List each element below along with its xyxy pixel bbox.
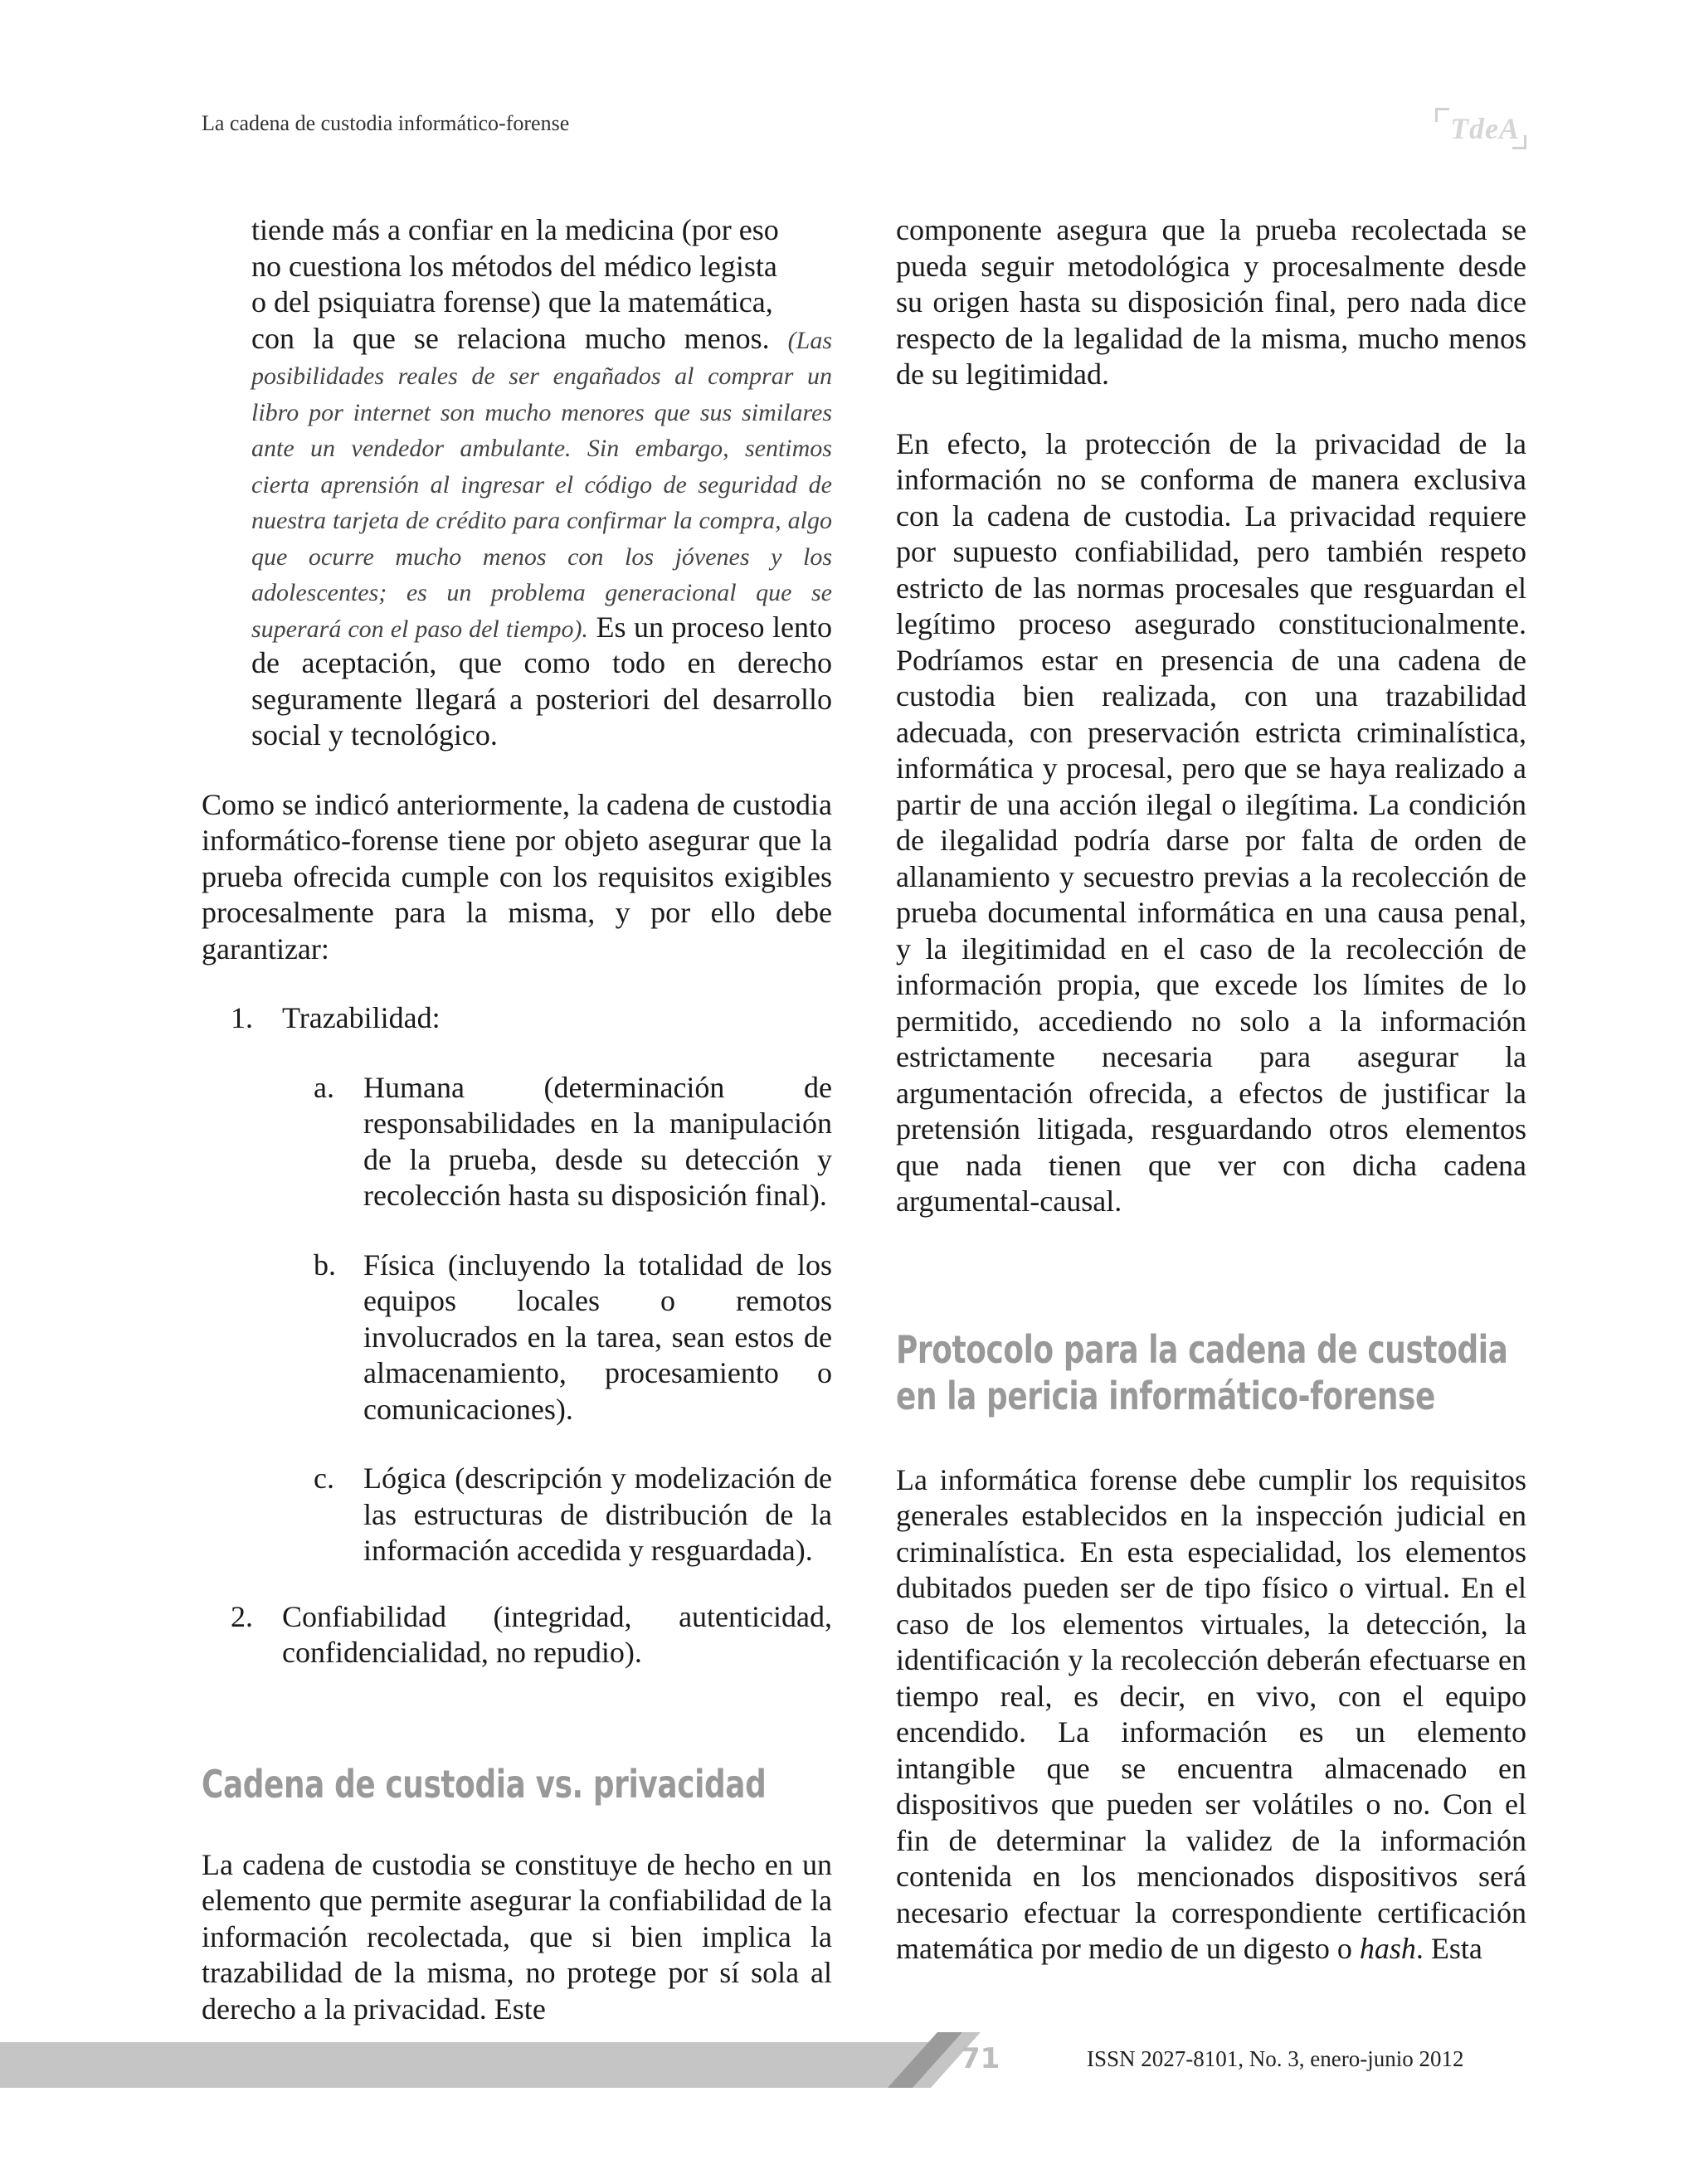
para1-tail: con la que se relaciona mucho menos.: [251, 321, 770, 355]
logo-text: TdeA: [1450, 112, 1520, 145]
list-number: 2.: [231, 1599, 253, 1633]
page-number: 71: [961, 2042, 1000, 2075]
running-title: La cadena de custodia informático-forense: [202, 111, 570, 135]
protocol-end: . Esta: [1415, 1932, 1482, 1965]
paragraph-privacy: La cadena de custodia se constituye de hecho en un elemento que permite asegurar la confiabilidad de la información recolectada, que si bien implica la trazabilidad de la misma, no protege por sí sola al derecho a la privacidad. Este: [202, 1847, 832, 2026]
sublist-letter: c.: [314, 1462, 334, 1495]
protocol-text: La informática forense debe cumplir los requisitos generales establecidos en la inspección judicial en criminalística. En esta especialidad, los elementos dubitados pueden ser de tipo físico o virtual. En el caso de los elementos virtuales, la detección, la identificación y la recolección deberán efectuarse en tiempo real, es decir, en vivo, con el equipo encendido. La información es un elemento intangible que se encuentra almacenado en dispositivos que pueden ser volátiles o no. Con el fin de determinar la validez de la información contenida en los mencionados dispositivos será necesario efectuar la correspondiente certificación matemática por medio de un digesto o: [896, 1462, 1526, 1965]
section-heading-protocol: Protocolo para la cadena de custodia en la pericia informático-forense: [896, 1326, 1508, 1418]
sublist-text: Física (incluyendo la totalidad de los equipos locales o remotos involucrados en la tarea, sean estos de almacenamiento, procesamiento o comunicaciones).: [363, 1248, 832, 1426]
para1-end: Es un proceso lento de aceptación, que como todo en derecho seguramente llegará a posteriori del desarrollo social y tecnológico.: [251, 610, 832, 752]
italic-aside: (Las posibilidades reales de ser engañados al comprar un libro por internet son mucho menores que sus similares ante un vendedor ambulante. Sin embargo, sentimos cierta aprensión al ingresar el código de seguridad de nuestra tarjeta de crédito para confirmar la compra, algo que ocurre mucho menos con los jóvenes y los adolescentes; es un problema generacional que se superará con el paso del tiempo).: [251, 326, 832, 643]
sublist-letter: a.: [314, 1070, 334, 1104]
hash-term: hash: [1359, 1932, 1416, 1965]
paragraph-continued: componente asegura que la prueba recolectada se pueda seguir metodológica y procesalmente desde su origen hasta su disposición final, pero nada dice respecto de la legalidad de la misma, mucho menos de su legitimidad.: [896, 213, 1526, 391]
list-item-text: Trazabilidad:: [282, 1001, 441, 1034]
sublist-letter: b.: [314, 1248, 336, 1282]
list-item-text: Confiabilidad (integridad, autenticidad, confidencialidad, no repudio).: [282, 1599, 832, 1669]
para1-line-1: tiende más a confiar en la medicina (por eso: [251, 213, 779, 246]
issn-info: ISSN 2027-8101, No. 3, enero-junio 2012: [1087, 2046, 1464, 2071]
para1-line-3: o del psiquiatra forense) que la matemática,: [251, 285, 773, 319]
paragraph-privacy-effect: En efecto, la protección de la privacidad de la información no se conforma de manera exclusiva con la cadena de custodia. La privacidad requiere por supuesto confiabilidad, pero también respeto estricto de las normas procesales que resguardan el legítimo proceso asegurado constitucionalmente. Podríamos estar en presencia de una cadena de custodia bien realizada, con una trazabilidad adecuada, con preservación estricta criminalística, informática y procesal, pero que se haya realizado a partir de una acción ilegal o ilegítima. La condición de ilegalidad podría darse por falta de orden de allanamiento y secuestro previas a la recolección de prueba documental informática en una causa penal, y la ilegitimidad en el caso de la recolección de información propia, que excede los límites de lo permitido, accediendo no solo a la información estrictamente necesaria para asegurar la argumentación ofrecida, a efectos de justificar la pretensión litigada, resguardando otros elementos que nada tienen que ver con dicha cadena argumental-causal.: [896, 426, 1526, 1218]
paragraph-objective: Como se indicó anteriormente, la cadena de custodia informático-forense tiene por objeto asegurar que la prueba ofrecida cumple con los requisitos exigibles procesalmente para la misma, y por ello debe garantizar:: [202, 787, 832, 966]
sublist-text: Humana (determinación de responsabilidades en la manipulación de la prueba, desde su detección y recolección hasta su disposición final).: [363, 1070, 832, 1212]
list-number: 1.: [231, 1001, 253, 1034]
sublist-text: Lógica (descripción y modelización de las estructuras de distribución de la información accedida y resguardada).: [363, 1462, 832, 1567]
para1-line-2: no cuestiona los métodos del médico legista: [251, 249, 777, 283]
section-heading-privacy: Cadena de custodia vs. privacidad: [202, 1761, 767, 1807]
